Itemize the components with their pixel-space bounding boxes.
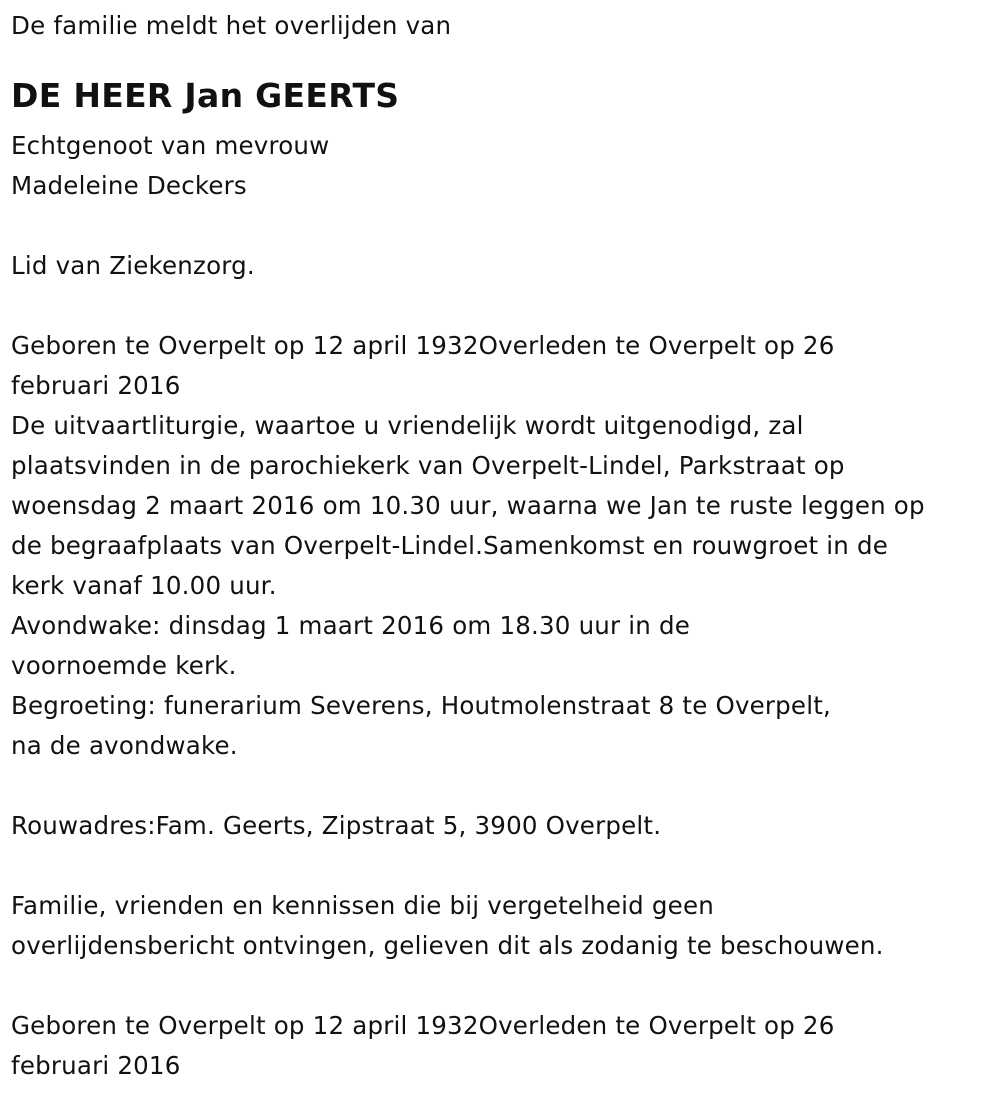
liturgy-line: kerk vanaf 10.00 uur. (11, 571, 277, 600)
birth-death-line-2b: februari 2016 (11, 1051, 181, 1080)
birth-death-line-1b: februari 2016 (11, 371, 181, 400)
spouse-line-2: Madeleine Deckers (11, 171, 247, 200)
birth-death-line-2a: Geboren te Overpelt op 12 april 1932Overleden te Overpelt op 26 (11, 1011, 835, 1040)
membership-text: Lid van Ziekenzorg. (11, 251, 255, 280)
liturgy-line: de begraafplaats van Overpelt-Lindel.Samenkomst en rouwgroet in de (11, 531, 889, 560)
spacer (11, 286, 986, 326)
spacer (11, 966, 986, 1006)
closing-line-2: overlijdensbericht ontvingen, gelieven dit als zodanig te beschouwen. (11, 931, 884, 960)
greeting-line-1: Begroeting: funerarium Severens, Houtmolenstraat 8 te Overpelt, (11, 691, 832, 720)
closing-line-1: Familie, vrienden en kennissen die bij vergetelheid geen (11, 891, 714, 920)
intro-text: De familie meldt het overlijden van (11, 11, 452, 40)
mourning-address: Rouwadres:Fam. Geerts, Zipstraat 5, 3900 Overpelt. (11, 811, 662, 840)
wake-line-2: voornoemde kerk. (11, 651, 237, 680)
deceased-name: DE HEER Jan GEERTS (11, 76, 400, 115)
spouse-line-1: Echtgenoot van mevrouw (11, 131, 330, 160)
spacer (11, 766, 986, 806)
liturgy-line: woensdag 2 maart 2016 om 10.30 uur, waarna we Jan te ruste leggen op (11, 491, 925, 520)
liturgy-line: plaatsvinden in de parochiekerk van Overpelt-Lindel, Parkstraat op (11, 451, 845, 480)
wake-line-1: Avondwake: dinsdag 1 maart 2016 om 18.30 uur in de (11, 611, 691, 640)
greeting-line-2: na de avondwake. (11, 731, 238, 760)
birth-death-line-1a: Geboren te Overpelt op 12 april 1932Overleden te Overpelt op 26 (11, 331, 835, 360)
death-notice (11, 6, 986, 1086)
spacer (11, 846, 986, 886)
spacer (11, 206, 986, 246)
liturgy-line: De uitvaartliturgie, waartoe u vriendelijk wordt uitgenodigd, zal (11, 411, 804, 440)
